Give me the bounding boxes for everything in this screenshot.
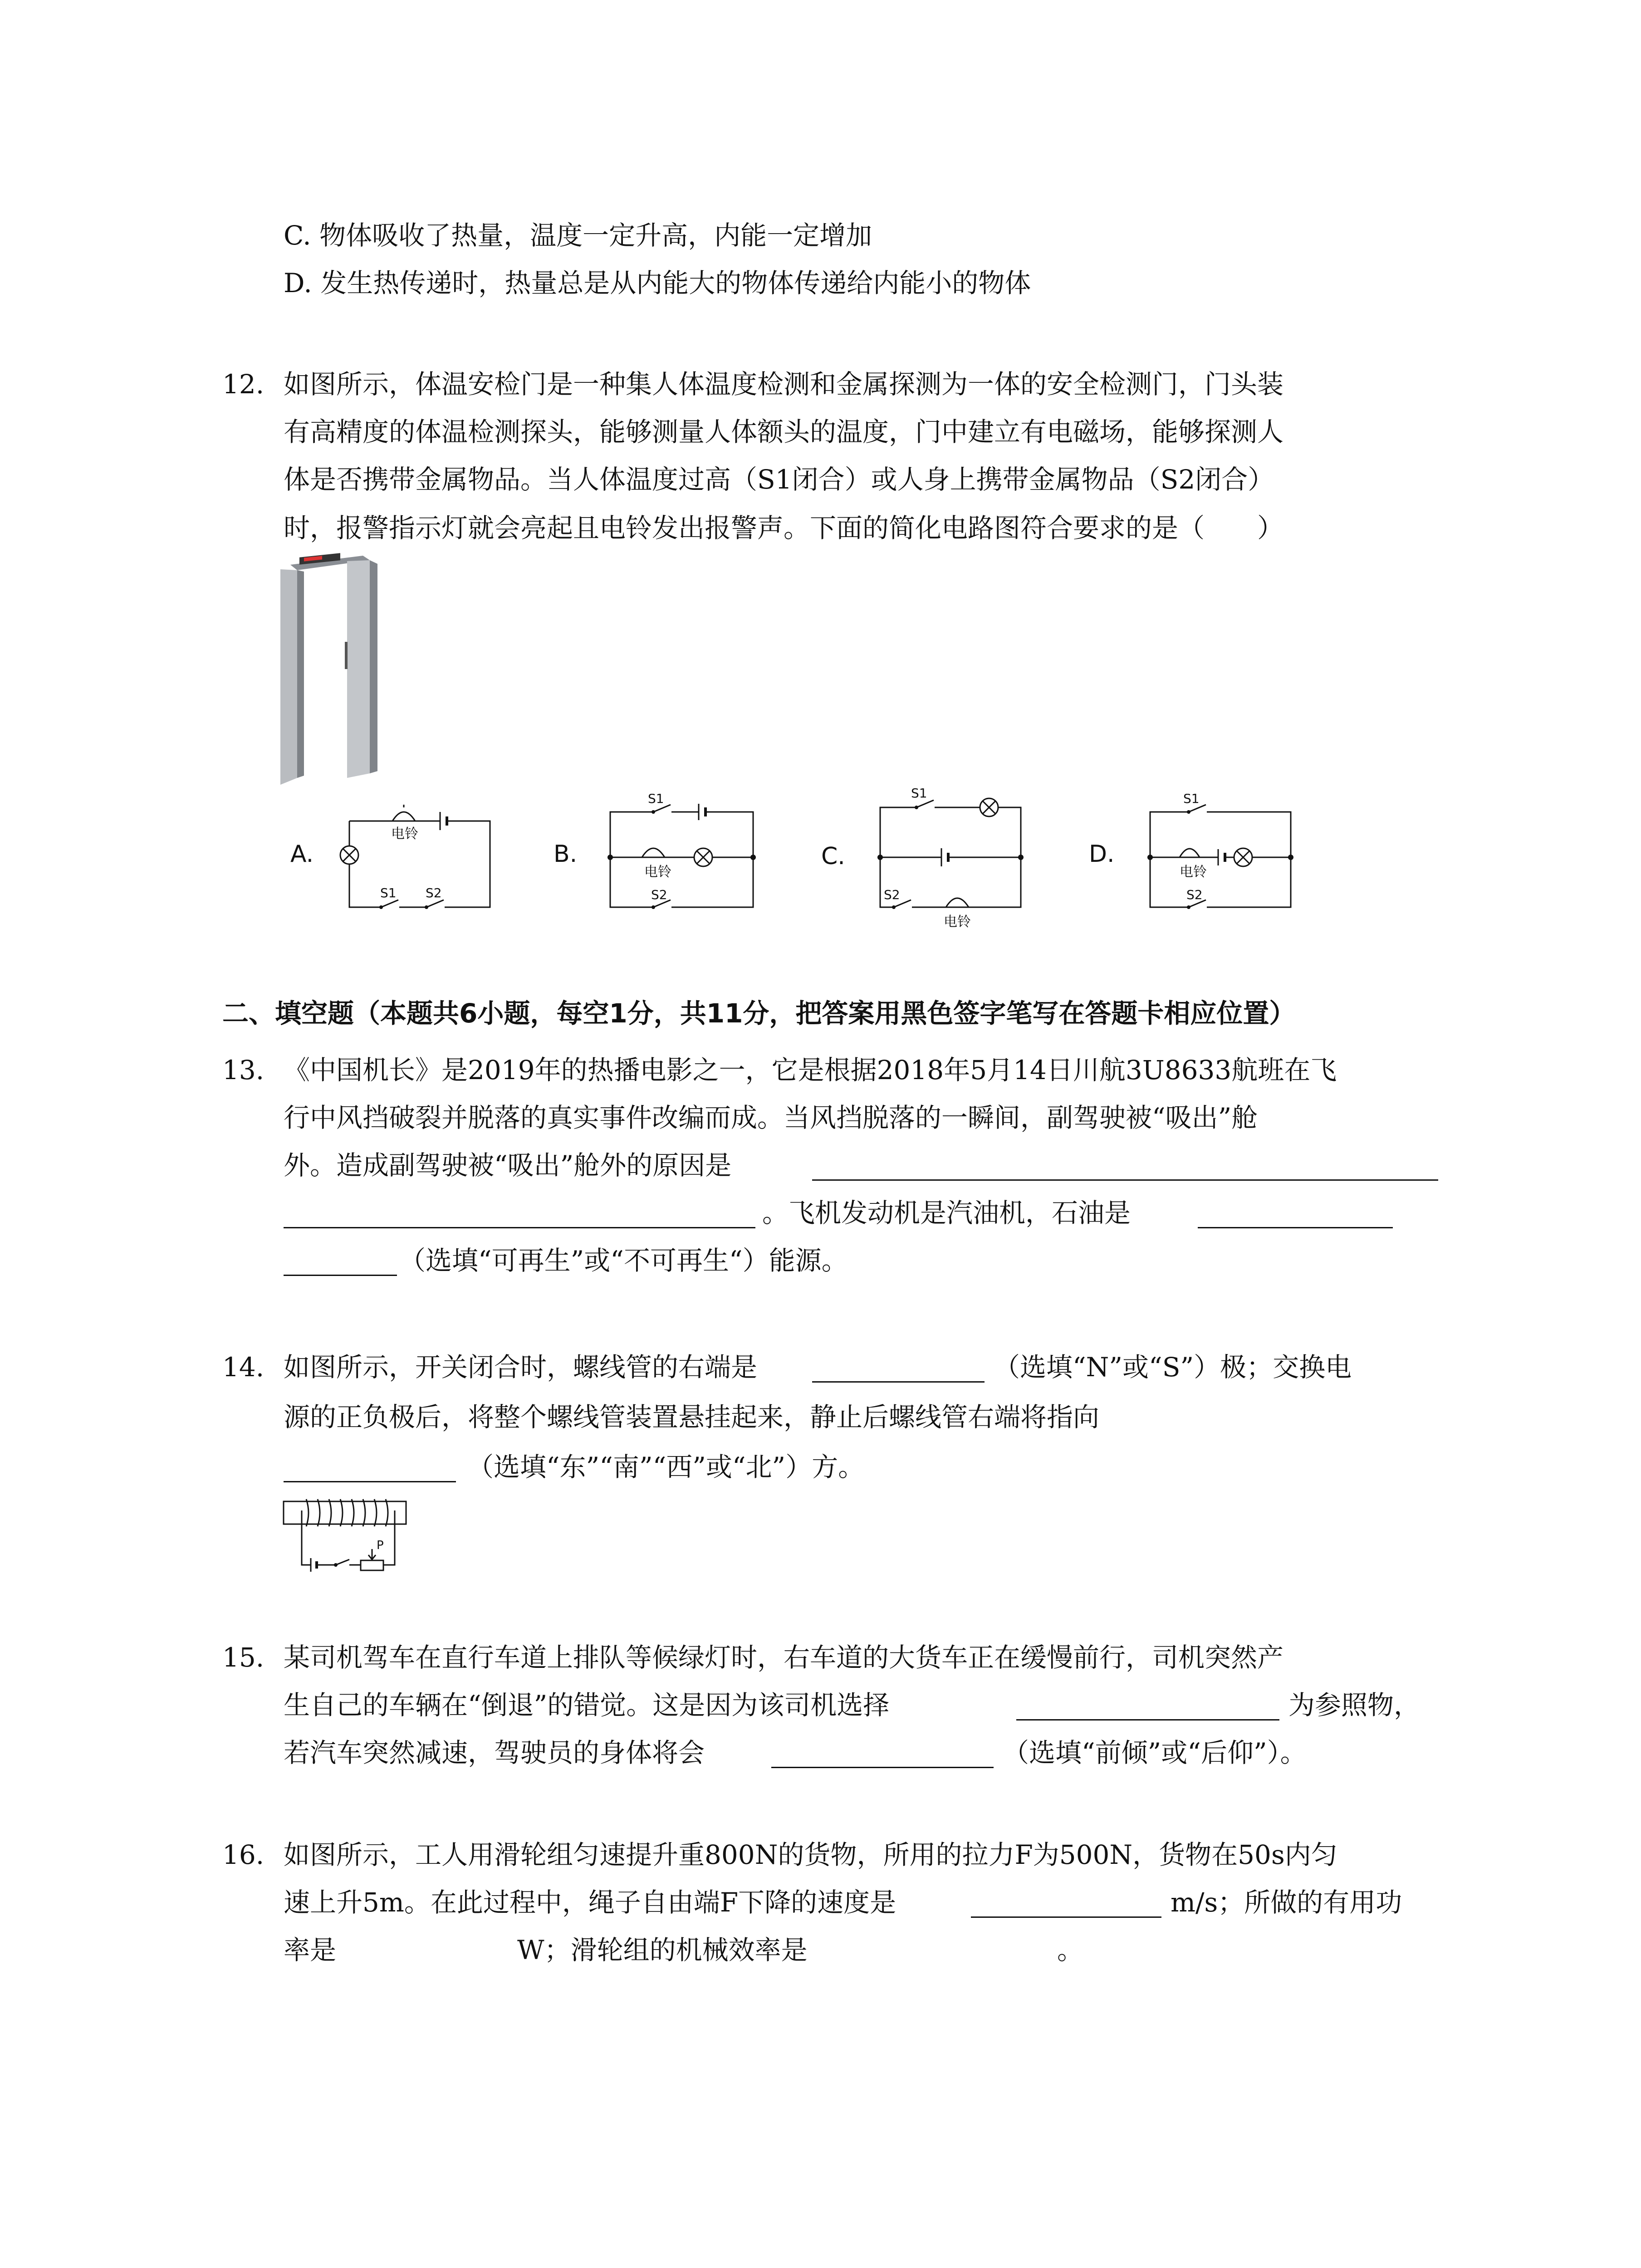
q14-line1a: 如图所示，开关闭合时，螺线管的右端是 [284,1352,758,1383]
q11-option-d: D. 发生热传递时，热量总是从内能大的物体传递给内能小的物体 [284,268,1031,298]
s2-label: S2 [1186,887,1203,902]
q14-blank-2[interactable] [284,1481,456,1482]
q12-number: 12. [222,369,265,400]
s1-label: S1 [380,885,397,900]
slider-p-label: P [377,1539,384,1552]
circuit-d [1089,794,1307,925]
q12-line4: 时，报警指示灯就会亮起且电铃发出报警声。下面的简化电路图符合要求的是（ ） [284,513,1284,543]
q14-line3: （选填“东”“南”“西”或“北”）方。 [467,1452,865,1482]
section-2-title: 二、填空题（本题共6小题，每空1分，共11分，把答案用黑色签字笔写在答题卡相应位置） [222,998,1296,1029]
q16-line3c: 。 [1057,1935,1084,1965]
q16-line2a: 速上升5m。在此过程中，绳子自由端F下降的速度是 [284,1887,896,1918]
q15-blank-2[interactable] [771,1767,994,1768]
q12-line1: 如图所示，体温安检门是一种集人体温度检测和金属探测为一体的安全检测门，门头装 [284,369,1284,400]
bell-label: 电铃 [644,864,671,880]
q16-line1: 如图所示，工人用滑轮组匀速提升重800N的货物，所用的拉力F为500N，货物在50s内匀 [284,1839,1337,1870]
bell-label: 电铃 [391,826,418,842]
q16-line3a: 率是 [284,1935,337,1965]
option-c-label: C. [821,843,845,870]
s2-label: S2 [426,885,442,900]
q13-line1: 《中国机长》是2019年的热播电影之一，它是根据2018年5月14日川航3U8633航班在飞 [284,1055,1337,1085]
option-d-label: D. [1089,841,1115,868]
q13-line4: 。飞机发动机是汽油机，石油是 [762,1198,1131,1228]
q13-blank-2-cont[interactable] [284,1275,397,1276]
s2-label: S2 [884,887,900,902]
q14-number: 14. [222,1352,265,1383]
q13-number: 13. [222,1055,265,1085]
q12-line2: 有高精度的体温检测探头，能够测量人体额头的温度，门中建立有电磁场，能够探测人 [284,416,1284,447]
q16-line3b: W；滑轮组的机械效率是 [517,1935,808,1965]
q15-line1: 某司机驾车在直行车道上排队等候绿灯时，右车道的大货车正在缓慢前行，司机突然产 [284,1642,1284,1673]
q13-blank-1-cont[interactable] [284,1227,755,1228]
bell-label: 电铃 [1180,864,1207,880]
s1-label: S1 [648,794,664,806]
q15-blank-1[interactable] [1016,1719,1279,1721]
q15-line2a: 生自己的车辆在“倒退”的错觉。这是因为该司机选择 [284,1690,890,1721]
option-b-label: B. [554,841,578,868]
q15-line3b: （选填“前倾”或“后仰”）。 [1003,1737,1307,1768]
q15-line3a: 若汽车突然减速，驾驶员的身体将会 [284,1737,705,1768]
q15-line2b: 为参照物， [1288,1690,1421,1721]
circuit-c [821,780,1039,930]
q14-line2: 源的正负极后，将整个螺线管装置悬挂起来，静止后螺线管右端将指向 [284,1402,1100,1432]
circuit-b [554,794,771,925]
s1-label: S1 [911,786,927,801]
security-gate-image [272,551,381,787]
q12-line3: 体是否携带金属物品。当人体温度过高（S1闭合）或人身上携带金属物品（S2闭合） [284,464,1274,495]
q13-blank-2[interactable] [1198,1227,1393,1228]
q11-option-c: C. 物体吸收了热量，温度一定升高，内能一定增加 [284,220,872,251]
q13-line3: 外。造成副驾驶被“吸出”舱外的原因是 [284,1150,732,1181]
q13-line5: （选填“可再生”或“不可再生“）能源。 [399,1245,848,1276]
q14-blank-1[interactable] [812,1381,985,1383]
solenoid-diagram [281,1492,417,1583]
q15-number: 15. [222,1642,265,1673]
s1-label: S1 [1183,794,1200,806]
q14-line1b: （选填“N”或“S”）极；交换电 [994,1352,1352,1383]
bell-label: 电铃 [944,914,971,930]
q16-line2b: m/s；所做的有用功 [1171,1887,1402,1918]
q16-number: 16. [222,1839,265,1870]
q16-blank-1[interactable] [971,1916,1161,1918]
q13-blank-1[interactable] [812,1179,1438,1181]
option-a-label: A. [290,841,314,868]
circuit-a [290,803,499,921]
s2-label: S2 [651,887,667,902]
q13-line2: 行中风挡破裂并脱落的真实事件改编而成。当风挡脱落的一瞬间，副驾驶被“吸出”舱 [284,1102,1258,1133]
